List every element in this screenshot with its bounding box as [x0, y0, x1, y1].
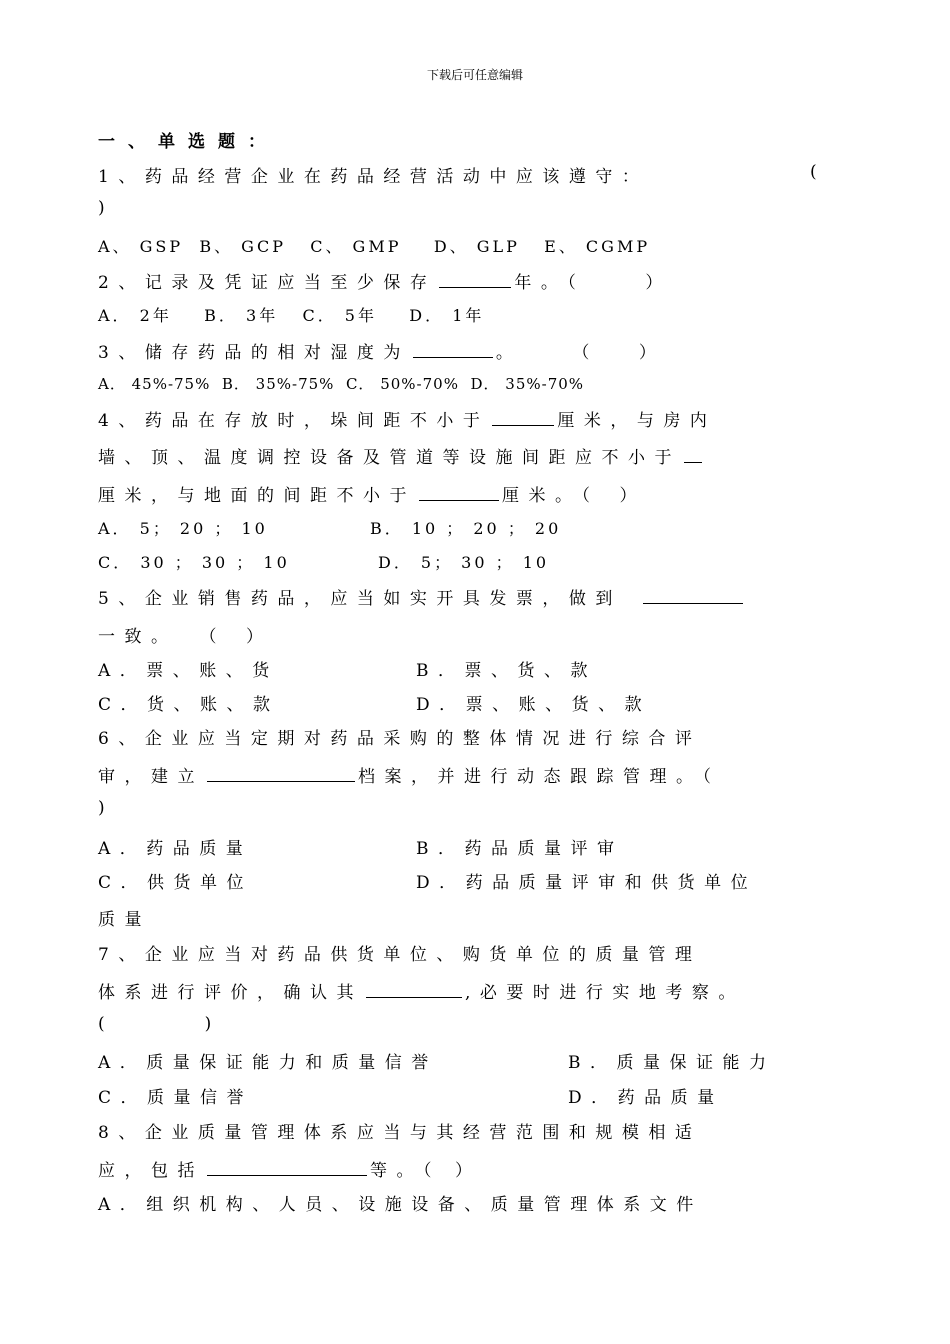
option-d: D．药品质量 [568, 1088, 724, 1108]
question-text: 。 [495, 343, 523, 363]
question-4-line-3 [98, 481, 646, 506]
question-text: 4、药品在存放时，垛间距不小于 [98, 411, 490, 431]
option-a: A． 5； 20 ； 10 [98, 519, 268, 538]
question-text: 8、企业质量管理体系应当与其经营范围和规模相适 [98, 1123, 702, 1143]
question-7-line-2 [98, 978, 745, 1003]
answer-paren-close: ） [619, 486, 646, 506]
question-text: 5、企业销售药品，应当如实开具发票，做到 [98, 589, 622, 609]
option-c: C．质量信誉 [98, 1088, 254, 1108]
question-4 [98, 406, 716, 431]
question-2-options: A． 2年 B． 3年 C． 5年 D． 1年 [98, 306, 485, 325]
question-1-options: A、 GSP B、 GCP C、 GMP D、 GLP E、 CGMP [98, 237, 651, 256]
question-1 [98, 162, 648, 187]
question-3 [98, 338, 665, 363]
question-3-options: A． 45%-75% B． 35%-75% C． 50%-70% D． 35%-70% [98, 375, 585, 393]
answer-paren [98, 1014, 211, 1034]
question-text: 厘米，与房内 [557, 411, 717, 431]
answer-paren-close: ) [98, 198, 105, 218]
question-8-line-2 [98, 1156, 482, 1181]
question-text: ,必要时进行实地考察。 [465, 983, 745, 1003]
option-c: C． 30 ； 30 ； 10 [98, 553, 290, 572]
fill-blank [684, 446, 702, 463]
answer-paren-open: ( [98, 1014, 105, 1034]
answer-paren-close: ） [645, 273, 672, 293]
answer-paren-close: ) [204, 1014, 212, 1034]
page-header: 下载后可任意编辑 [426, 68, 523, 82]
fill-blank [643, 587, 743, 604]
answer-paren-close: ） [638, 343, 666, 363]
question-text: 年。（ [514, 273, 586, 293]
question-6-line-2 [98, 762, 721, 787]
option-b: B．药品质量评审 [416, 839, 624, 859]
answer-paren-open: （ [199, 627, 226, 647]
option-d-continued: 质量 [98, 910, 151, 930]
answer-paren-open: ( [810, 162, 817, 182]
answer-paren-close: ) [98, 798, 105, 818]
question-text: 体系进行评价，确认其 [98, 983, 363, 1003]
fill-blank [413, 341, 493, 358]
fill-blank [419, 484, 499, 501]
option-b: B．票、货、款 [416, 661, 597, 681]
question-7 [98, 940, 701, 965]
option-b: B． 10 ； 20 ； 20 [370, 519, 562, 538]
question-8 [98, 1118, 701, 1143]
question-text: 等。（ [370, 1161, 441, 1181]
question-text: 2、记录及凭证应当至少保存 [98, 273, 437, 293]
question-text: 审，建立 [98, 767, 204, 787]
answer-paren-close: ） [455, 1161, 482, 1181]
option-c: C．供货单位 [98, 873, 254, 893]
section-title: 一、单选题： [98, 132, 278, 152]
option-a: A．质量保证能力和质量信誉 [98, 1053, 438, 1073]
option-a: A．组织机构、人员、设施设备、质量管理体系文件 [98, 1195, 703, 1215]
option-d: D．票、账、货、款 [416, 695, 652, 715]
question-text: 厘米。（ [502, 486, 600, 506]
question-4-line-2 [98, 443, 705, 468]
fill-blank [492, 409, 554, 426]
question-text: 档案，并进行动态跟踪管理。（ [358, 767, 721, 787]
question-5 [98, 584, 746, 609]
question-6 [98, 724, 701, 749]
option-b: B．质量保证能力 [568, 1053, 776, 1073]
answer-paren-close: ） [246, 627, 273, 647]
option-a: A．票、账、货 [98, 661, 279, 681]
answer-paren-open: （ [572, 343, 599, 363]
question-text: 3、储存药品的相对湿度为 [98, 343, 410, 363]
option-a: A．药品质量 [98, 839, 253, 859]
question-text: 一致。 [98, 627, 178, 647]
question-text: 应，包括 [98, 1161, 204, 1181]
question-2 [98, 268, 672, 293]
fill-blank [207, 1159, 367, 1176]
fill-blank [366, 981, 462, 998]
question-5-line-2 [98, 622, 273, 647]
question-text: 6、企业应当定期对药品采购的整体情况进行综合评 [98, 729, 702, 749]
option-d: D． 5； 30 ； 10 [378, 553, 550, 572]
option-c: C．货、账、款 [98, 695, 280, 715]
question-text: 1、药品经营企业在药品经营活动中应该遵守： [98, 167, 649, 187]
option-d: D．药品质量评审和供货单位 [416, 873, 758, 893]
question-text: 7、企业应当对药品供货单位、购货单位的质量管理 [98, 945, 702, 965]
question-text: 墙、顶、温度调控设备及管道等设施间距应不小于 [98, 448, 681, 468]
fill-blank [439, 271, 511, 288]
fill-blank [207, 765, 355, 782]
question-text: 厘米，与地面的间距不小于 [98, 486, 416, 506]
